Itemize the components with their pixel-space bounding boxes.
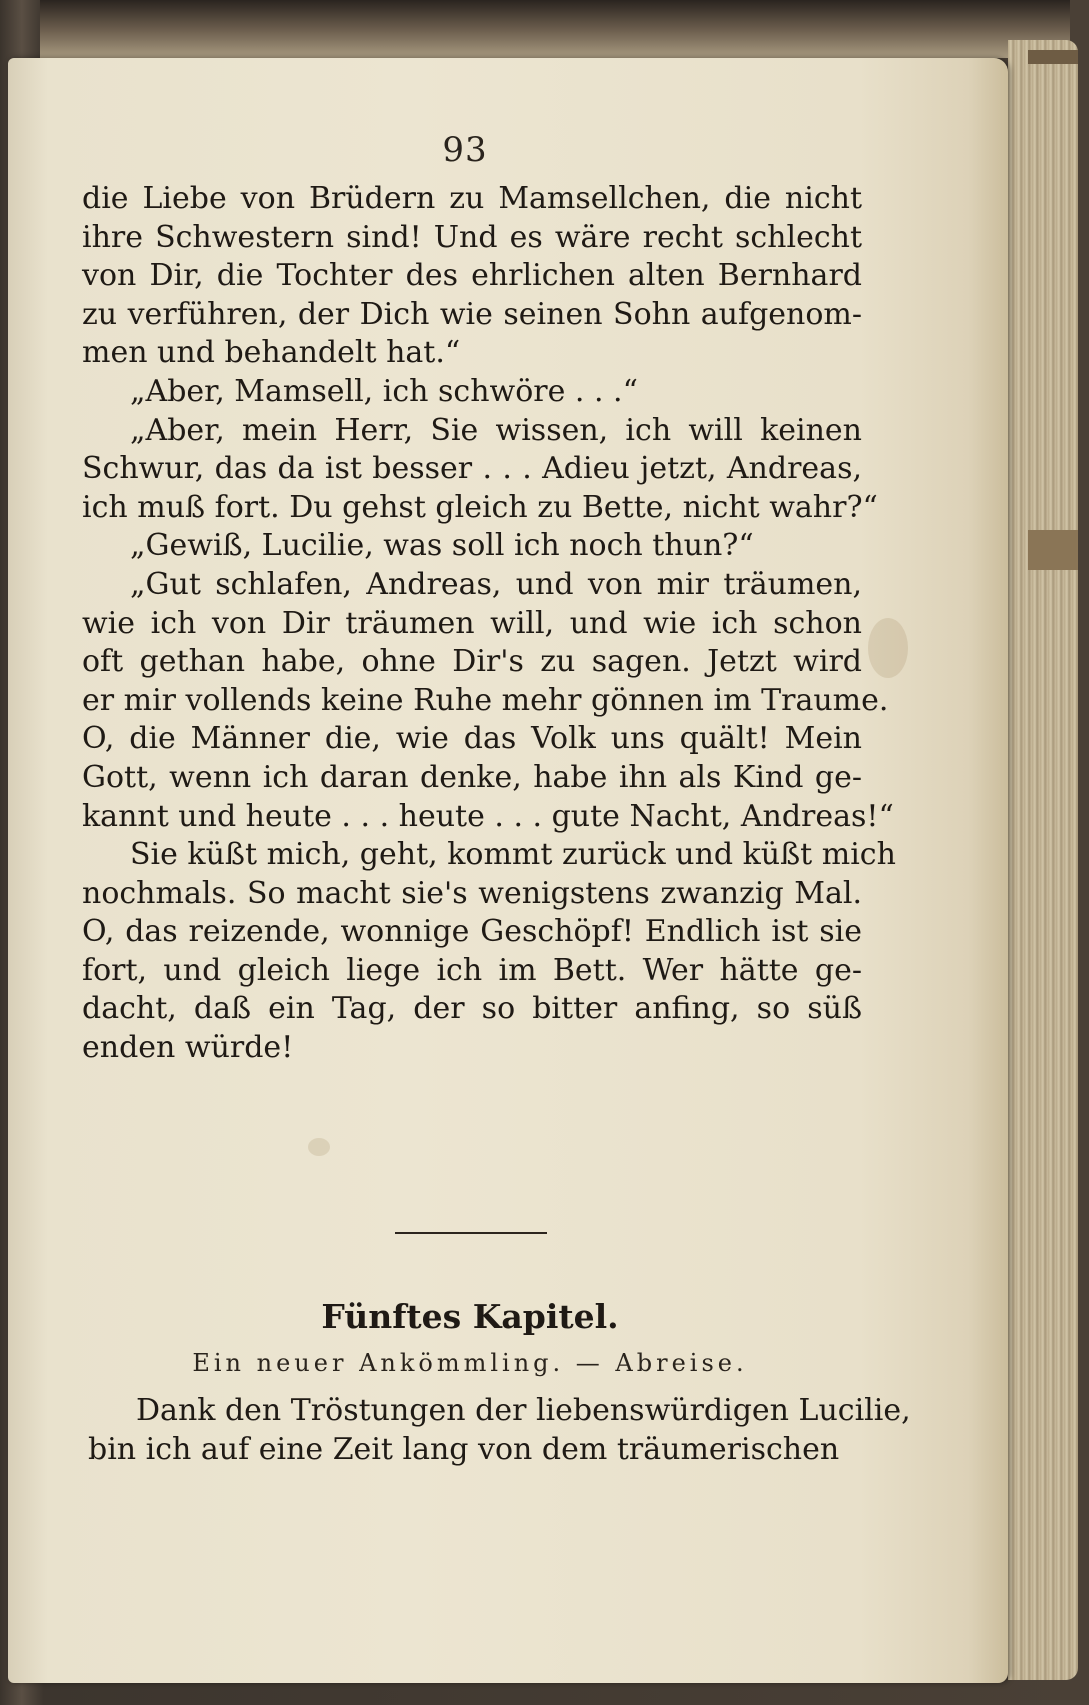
cover-fragment [1028,50,1078,64]
text-line: fort, und gleich liege ich im Bett. Wer hätte ge- [82,952,862,988]
page-number: 93 [442,130,488,170]
text-line: Gott, wenn ich daran denke, habe ihn als Kind ge- [82,759,862,795]
book-top-edge [40,0,1070,58]
stain [868,618,908,678]
text-line: er mir vollends keine Ruhe mehr gönnen im Traume. [82,682,889,718]
paragraph [82,566,894,836]
paragraph [82,836,896,1068]
text-line: Sie küßt mich, geht, kommt zurück und küßt mich [130,837,896,873]
text-line: bin ich auf eine Zeit lang von dem träumerischen [88,1431,840,1467]
body-text-bottom [88,1390,911,1467]
text-line: men und behandelt hat.“ [82,335,461,371]
chapter-title: Fünftes Kapitel. [321,1297,619,1336]
text-line: von Dir, die Tochter des ehrlichen alten Bernhard [82,258,862,294]
text-line: O, das reizende, wonnige Geschöpf! Endlich ist sie [82,914,862,950]
chapter-subtitle: Ein neuer Ankömmling. — Abreise. [192,1349,748,1377]
text-line: ihre Schwestern sind! Und es wäre recht schlecht [82,219,862,255]
section-divider [395,1232,547,1234]
text-line: wie ich von Dir träumen will, und wie ich schon [82,605,862,641]
paragraph [82,180,862,373]
paragraph [82,412,878,528]
stain [308,1138,330,1156]
text-line: Dank den Tröstungen der liebenswürdigen Lucilie, [136,1393,911,1428]
text-line: zu verführen, der Dich wie seinen Sohn aufgenom- [82,296,862,332]
paragraph [82,527,862,566]
body-text-top [82,180,896,1068]
text-line: „Gewiß, Lucilie, was soll ich noch thun?“ [130,528,754,564]
paragraph [88,1390,911,1467]
text-line: „Aber, Mamsell, ich schwöre . . .“ [130,373,638,409]
text-line: oft gethan habe, ohne Dir's zu sagen. Jetzt wird [82,644,862,680]
text-line: Schwur, das da ist besser . . . Adieu jetzt, Andreas, [82,451,862,487]
text-line: enden würde! [82,1030,294,1066]
text-line: kannt und heute . . . heute . . . gute Nacht, Andreas!“ [82,798,894,834]
text-line: nochmals. So macht sie's wenigstens zwanzig Mal. [82,875,862,911]
text-line: die Liebe von Brüdern zu Mamsellchen, die nicht [82,181,862,216]
text-line: ich muß fort. Du gehst gleich zu Bette, nicht wahr?“ [82,489,878,525]
paragraph [82,373,862,412]
text-line: dacht, daß ein Tag, der so bitter anfing, so süß [82,991,862,1027]
page-stack-edge [1008,40,1078,1680]
text-line: O, die Männer die, wie das Volk uns quält! Mein [82,721,862,757]
cover-fragment [1028,530,1078,570]
text-line: „Gut schlafen, Andreas, und von mir träumen, [130,566,862,602]
text-line: „Aber, mein Herr, Sie wissen, ich will keinen [130,412,862,448]
